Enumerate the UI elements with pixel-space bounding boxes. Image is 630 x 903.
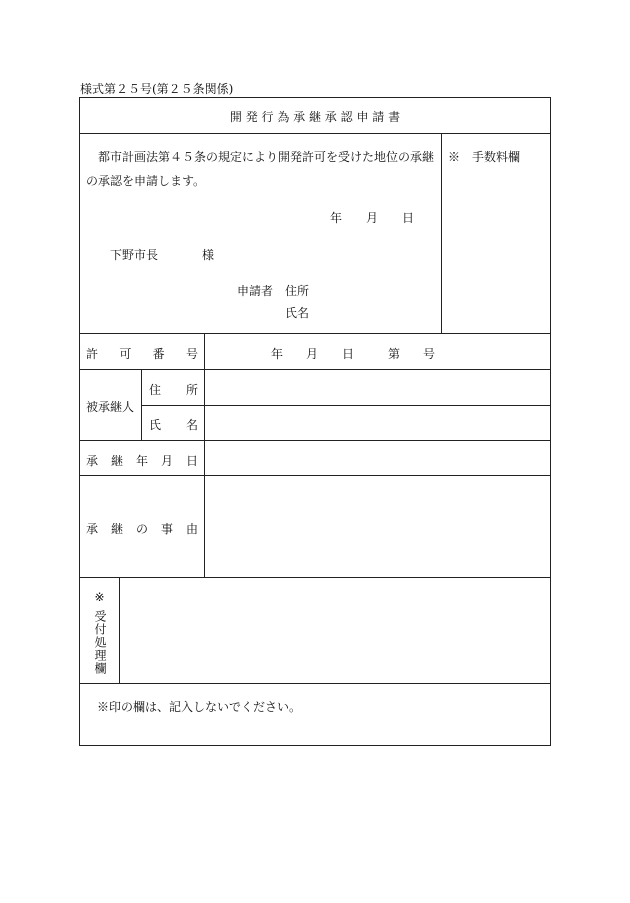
- reception-mark: ※: [94, 590, 105, 604]
- char: 月: [160, 454, 173, 468]
- divider: [119, 578, 120, 683]
- permit-year: 年: [271, 347, 284, 361]
- permit-number-row: [80, 334, 550, 370]
- char: の: [135, 522, 148, 536]
- succession-reason-row: [80, 476, 550, 578]
- reception-label: 受付処理欄: [93, 610, 107, 675]
- application-form: [79, 97, 551, 746]
- char: 可: [119, 347, 132, 361]
- addressee: 下野市長: [110, 248, 159, 262]
- char: 事: [160, 522, 173, 536]
- predecessor-address-label: [149, 381, 198, 398]
- fee-column-label: ※ 手数料欄: [448, 150, 521, 164]
- form-title: 開 発 行 為 承 継 承 認 申 請 書: [229, 110, 401, 124]
- divider: [141, 405, 551, 406]
- char: 継: [110, 522, 123, 536]
- permit-dai: 第: [388, 347, 401, 361]
- char: 日: [185, 454, 198, 468]
- divider: [441, 134, 442, 333]
- succession-reason-label: [86, 520, 198, 537]
- permit-go: 号: [423, 347, 436, 361]
- statement-line-1: 都市計画法第４５条の規定により開発許可を受けた地位の承継: [98, 150, 435, 164]
- title-row: [80, 98, 550, 134]
- note-text: ※印の欄は、記入しないでください。: [97, 700, 302, 714]
- form-number: 様式第２５号(第２５条関係): [80, 82, 234, 96]
- predecessor-section: [80, 370, 550, 441]
- applicant-label: 申請者: [237, 284, 274, 298]
- date-day: 日: [402, 211, 415, 225]
- char: 住: [149, 383, 162, 397]
- char: 号: [185, 347, 198, 361]
- name-label: 氏名: [285, 306, 310, 320]
- permit-day: 日: [342, 347, 355, 361]
- date-year: 年: [330, 211, 343, 225]
- predecessor-name-label: [149, 416, 198, 433]
- char: 所: [185, 383, 198, 397]
- char: 氏: [149, 418, 162, 432]
- succession-date-row: [80, 441, 550, 476]
- char: 継: [110, 454, 123, 468]
- char: 名: [185, 418, 198, 432]
- divider: [204, 441, 205, 475]
- permit-number-label: [86, 345, 198, 362]
- char: 許: [86, 347, 99, 361]
- date-month: 月: [366, 211, 379, 225]
- permit-month: 月: [306, 347, 319, 361]
- char: 番: [152, 347, 165, 361]
- divider: [204, 476, 205, 577]
- char: 承: [86, 522, 99, 536]
- note-row: [80, 684, 550, 746]
- divider: [204, 334, 205, 369]
- honorific: 様: [202, 248, 215, 262]
- char: 年: [135, 454, 148, 468]
- application-section: [80, 134, 550, 334]
- predecessor-label: 被承継人: [86, 400, 135, 414]
- char: 承: [86, 454, 99, 468]
- succession-date-label: [86, 452, 198, 469]
- statement-line-2: の承認を申請します。: [86, 174, 206, 188]
- address-label: 住所: [285, 284, 310, 298]
- char: 由: [185, 522, 198, 536]
- reception-row: [80, 578, 550, 684]
